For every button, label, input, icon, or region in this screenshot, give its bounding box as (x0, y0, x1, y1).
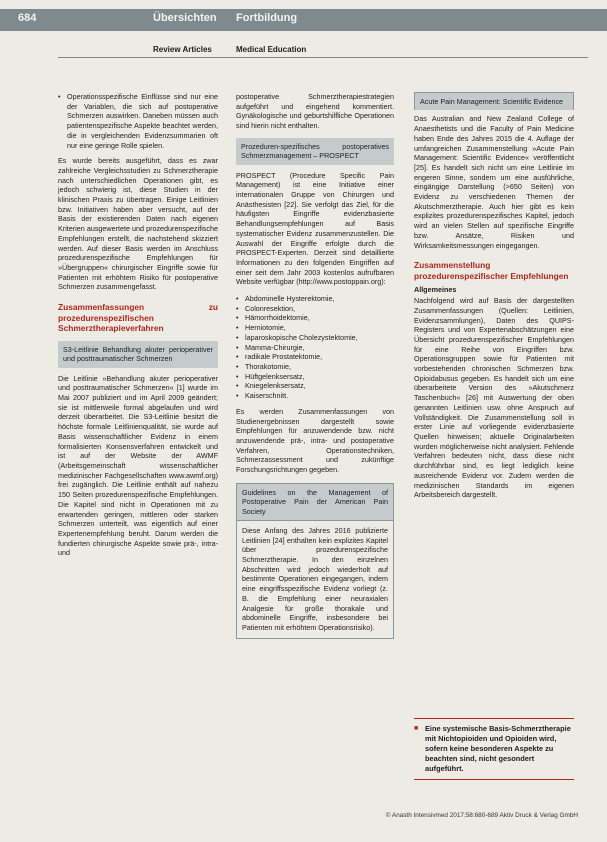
section-heading: Zusammenfassungen zu prozedurenspezifischen Schmerztherapieverfahren (58, 302, 218, 334)
list-item: • radikale Prostatektomie, (236, 352, 394, 362)
subsection-box-title: S3-Leitlinie Behandlung akuter perioperativer und posttraumatischer Schmerzen (58, 341, 218, 368)
section-title-german: Übersichten (153, 12, 217, 24)
list-item: • Operationsspezifische Einflüsse sind nur eine der Variablen, die sich auf postoperative Schmerzen auswirken. Daneben müssen auch patientenspezifische Aspekte beachtet werden, die in vergleichenden Evidenzsummarien oft nur eine geringe Rolle spielen. (58, 92, 218, 150)
column-right (414, 92, 574, 507)
body-paragraph: Die Leitlinie »Behandlung akuter perioperativer und posttraumatischer Schmerzen« [1] wurde im Mai 2007 publiziert und im April 2009 geändert; sie ist mittlerweile formal abgelaufen und wird derzeit überarbeitet. Die S3-Leitlinie besitzt die höchste formale Leitlinienqualität, sie wurde auf Basis wissenschaftlicher Evidenz in einem formalisierten Konsensverfahren entwickelt und ist auf der Website der AWMF (Arbeitsgemeinschaft wissenschaftlicher medizinischer Fachgesellschaften www.awmf.org) frei zugänglich. Die Leitlinie enthält auf nahezu 150 Seiten prozedurenspezifische Empfehlungen. Die Kapitel sind nicht in Operationen mit zu erwartenden geringen, mittleren oder starken Schmerzen unterteilt, was eigentlich auf einer Expertenempfehlung beruht. Darum werden die fundierten chirurgische Aspekte sowie prä-, intra- und (58, 373, 218, 558)
body-paragraph: PROSPECT (Procedure Specific Pain Management) ist eine Initiative einer internationalen Gruppe von Chirurgen und Anästhesisten [22]. Sie verfolgt das Ziel, für die häufigsten Eingriffe evidenzbasierte Behandlungsempfehlungen auf Basis systematischer Evidenz zusammenzustellen. Die Auswahl der Eingriffe erfolgte durch die PROSPECT-Experten. Derzeit sind detaillierte Informationen zu den folgenden Eingriffen auf einer seit dem Jahr 2003 kostenlos aufrufbaren Website verfügbar (http://www.postoppain.org): (236, 170, 394, 287)
list-item: • Thorakotomie, (236, 362, 394, 372)
framed-box-top (414, 92, 574, 110)
procedure-list (236, 294, 394, 401)
body-paragraph: Es wurde bereits ausgeführt, dass es zwar zahlreiche Vergleichsstudien zu Schmerztherapie nach unterschiedlichen Operationen gibt, es jedoch schwierig ist, diese Studien in der klinischen Praxis zu übertragen. Einige Leitlinien bzw. Initiativen haben aber versucht, auf der Basis der existierenden Daten nach eigenen Kriterien ausgewertete und prozedurenspezifische Empfehlungen erstellt, die nachstehend skizziert werden. Auf dieser Basis werden im Anschluss prozedurenspezifische Empfehlungen für »Übergruppen« chirurgischer Eingriffe sowie für Patienten mit erhöhtem Risiko für postoperative Schmerzen zusammengefasst. (58, 156, 218, 292)
body-paragraph: Es werden Zusammenfassungen von Studienergebnissen dargestellt sowie Empfehlungen für anzuwendende bzw. nicht anzuwendende prä-, intra- und postoperative Verfahren, Operationstechniken, Schmerzassessment und zukünftige Forschungsrichtungen gegeben. (236, 406, 394, 475)
section-title-english: Review Articles (153, 45, 212, 54)
column-left (58, 92, 218, 565)
pull-quote-text: ■ Eine systemische Basis-Schmerztherapie mit Nichtopioiden und Opioiden wird, sofern keine besonderen Aspekte zu beachten sind, nicht gesondert aufgeführt. (414, 724, 574, 774)
list-item: • Kaiserschnitt. (236, 391, 394, 401)
subsection-box-title: Prozeduren-spezifisches postoperatives Schmerzmanagement – PROSPECT (236, 138, 394, 165)
bullet-list (58, 92, 218, 150)
section-title-german-2: Fortbildung (236, 12, 298, 24)
subsection-box-title: Acute Pain Management: Scientific Evidence (415, 93, 573, 110)
body-paragraph: postoperative Schmerztherapiestrategien aufgeführt und eingehend kommentiert. Gynäkologische und geburtshilfliche Operationen sind hierin nicht enthalten. (236, 92, 394, 131)
list-item: • laparoskopische Cholezystektomie, (236, 333, 394, 343)
section-heading: Zusammenstellung prozedurenspezifischer Empfehlungen (414, 260, 569, 281)
section-title-english-2: Medical Education (236, 45, 307, 54)
page-header (0, 0, 607, 54)
list-item: • Hämorrhoidektomie, (236, 313, 394, 323)
subsection-heading: Allgemeines (414, 285, 457, 295)
framed-box (236, 483, 394, 639)
body-paragraph: Diese Anfang des Jahres 2016 publizierte Leitlinien [24] enthalten kein explizites Kapitel über prozedurenspezifische Schmerztherapie. In den einzelnen Abschnitten wird jedoch wiederholt auf bestimmte Operationen eingegangen, indem eine eingriffsspezifische Evidenz vorliegt (z. B. die Empfehlung einer neuraxialen Analgesie für große thorakale und abdominelle Eingriffe, insbesondere bei Patienten mit erhöhtem Operationsrisiko). (242, 525, 388, 632)
pull-quote (414, 718, 574, 780)
list-item: • Hüftgelenksersatz, (236, 372, 394, 382)
list-item: • Kniegelenksersatz, (236, 381, 394, 391)
body-paragraph: Das Australian and New Zealand College of Anaesthetists und die Faculty of Pain Medicine haben Ende des Jahres 2015 die 4. Auflage der umfangreichen Zusammenstellung »Acute Pain Management: Scientific Evidence« veröffentlicht [25]. Es handelt sich nicht um eine Leitlinie im engeren Sinne, sondern um eine ausführliche, eingängige Darstellung (>650 Seiten) von Evidenz zu verschiedenen Themen der Akutschmerztherapie. Auch hier gibt es kein explizites prozedurenspezifisches Kapitel, jedoch wird an vielen Stellen auf spezifische Eingriffe bzw. Ansätze, Risiken und Wirksamkeitsmessungen eingegangen. (414, 114, 574, 250)
page-number: 684 (18, 12, 37, 24)
list-item: • Mamma-Chirurgie, (236, 343, 394, 353)
list-item: • Abdominelle Hysterektomie, (236, 294, 394, 304)
page-footer: © Anasth Intensivmed 2017;58:680-689 Aktiv Druck & Verlag GmbH (385, 812, 578, 819)
list-item: • Herniotomie, (236, 323, 394, 333)
body-paragraph: Nachfolgend wird auf Basis der dargestellten Zusammenfassungen (Quellen: Leitlinien, Evidenzsammlungen), Daten des QUIPS-Registers und von Expertenabschätzungen eine Übersicht prozedurenspezifischer Empfehlungen für eine Reihe von Eingriffen bzw. Operationsgruppen sowie für Patienten mit vorbestehenden chronischen Schmerzen bzw. Opioidabusus gegeben. Es handelt sich um eine überarbeitete Version des »Akutschmerz Taschenbuch« [26] mit Auswertung der oben genannten Leitlinien usw. ohne Anspruch auf Vollständigkeit. Die Zusammenstellung soll in erster Linie auf vorliegende evidenzbasierte Quellen hinweisen; aktuelle Originalarbeiten wurden möglicherweise nicht analysiert. Fehlende Verfahren bedeuten nicht, dass diese nicht durchführbar sind, es liegt lediglich keine ausreichende Evidenz vor. Zudem werden die medizinischen Standards im eigenen Arbeitsbereich dargestellt. (414, 296, 574, 500)
header-rule (58, 57, 588, 58)
list-item: • Colonresektion, (236, 304, 394, 314)
column-middle (236, 92, 394, 639)
subsection-box-title: Guidelines on the Management of Postoperative Pain der American Pain Society (237, 484, 393, 521)
